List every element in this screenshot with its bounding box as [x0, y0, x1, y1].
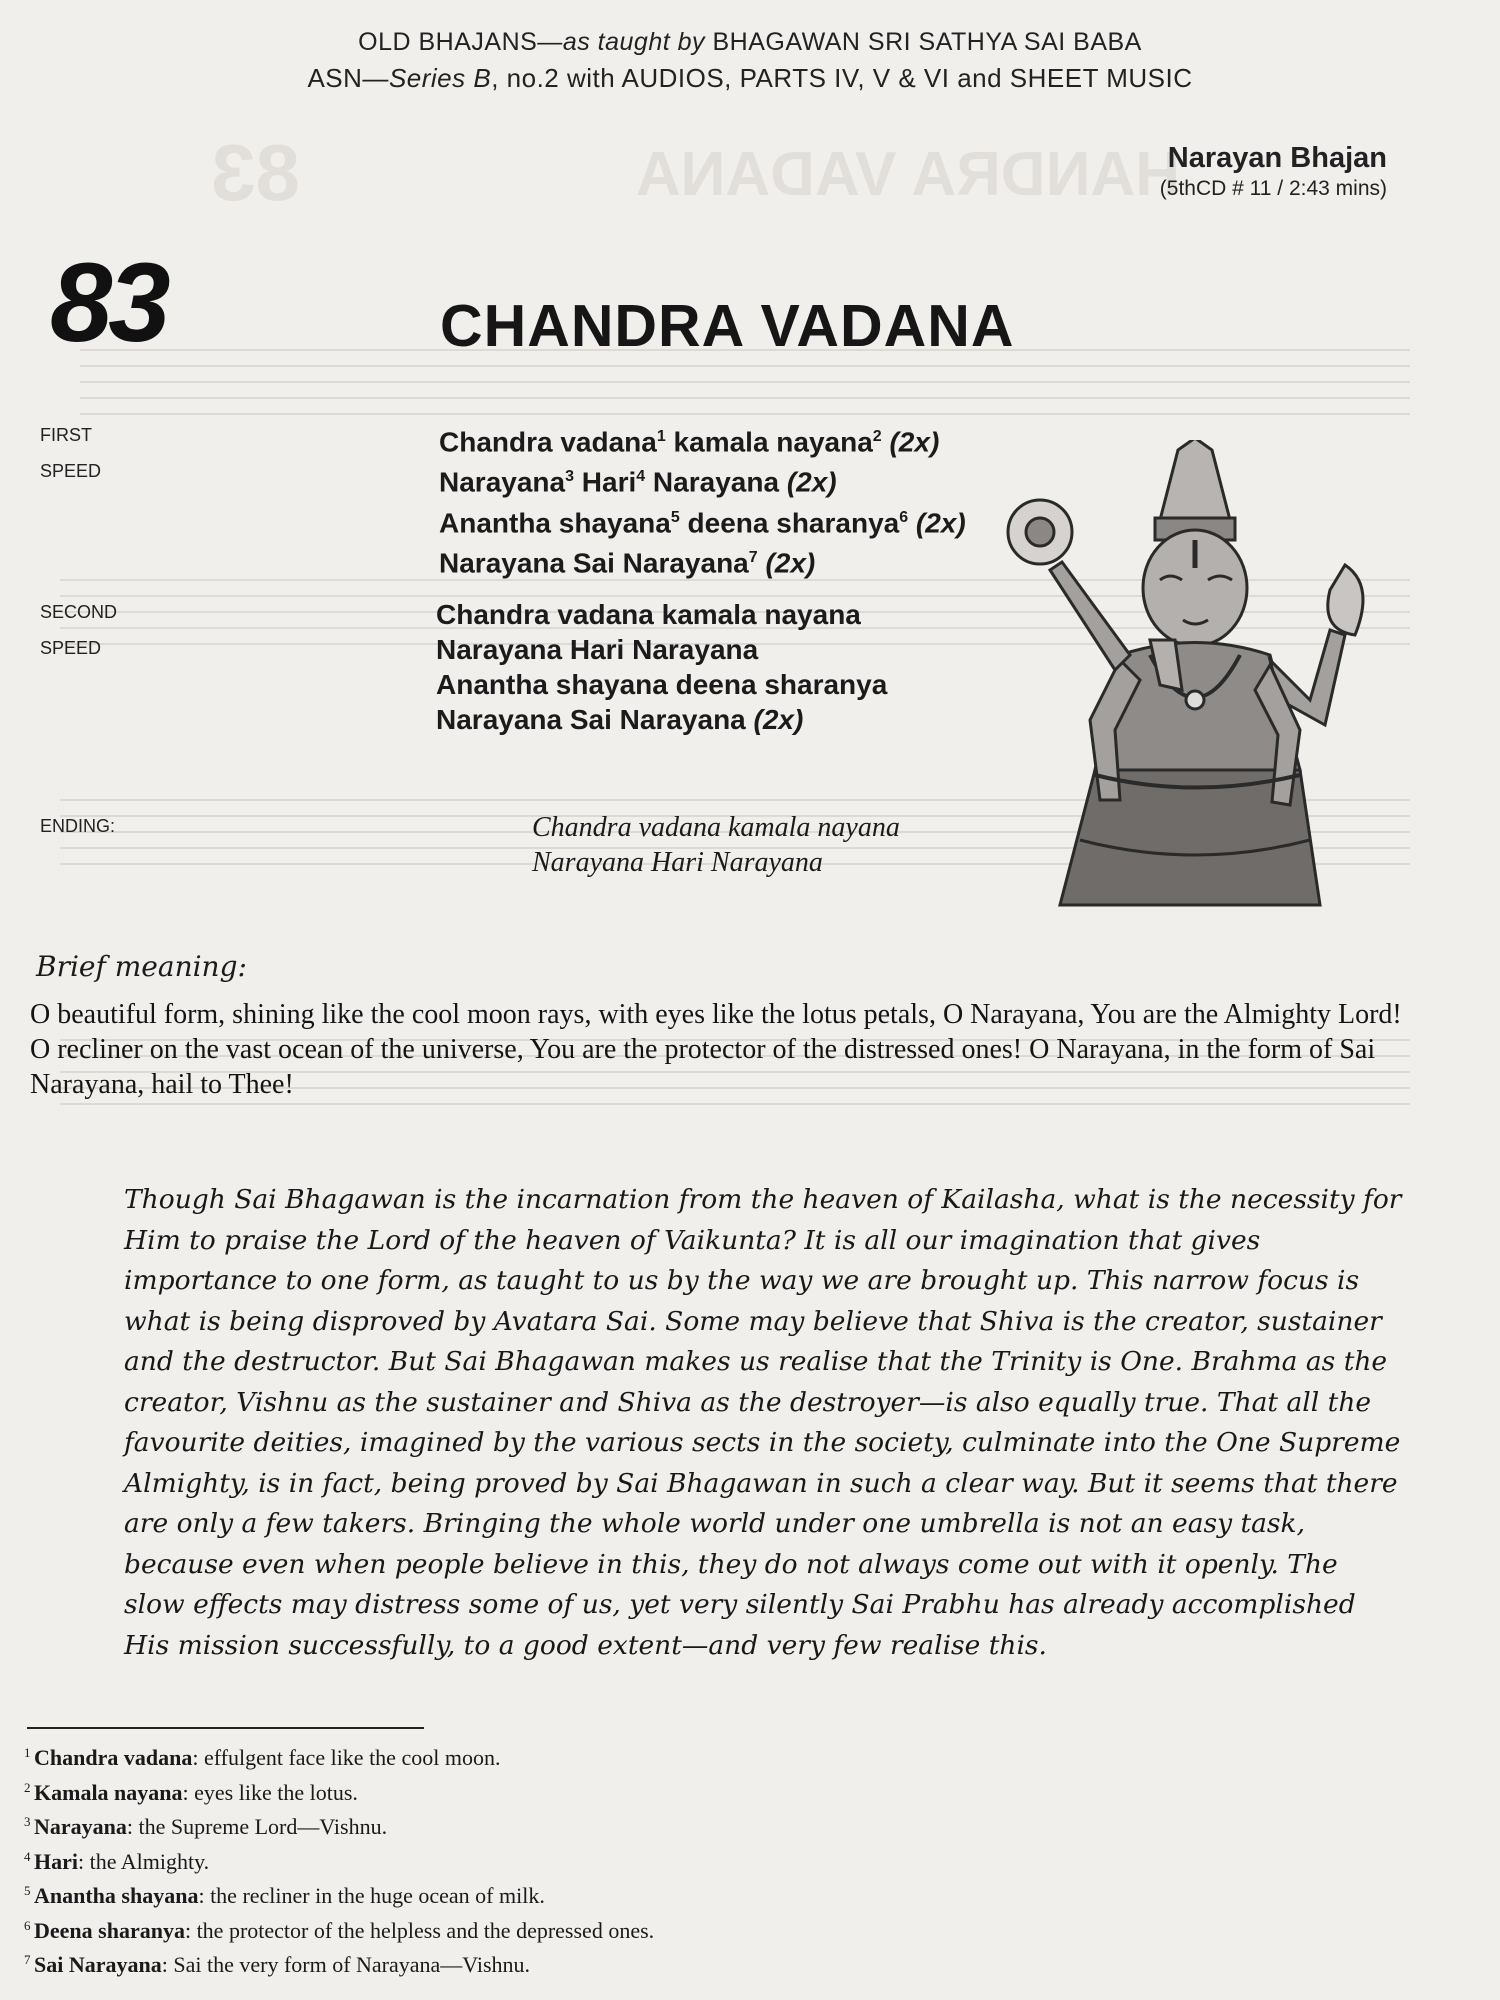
page-title: CHANDRA VADANA [440, 293, 1015, 359]
lyric-line: Narayana Sai Narayana (2x) [436, 704, 804, 735]
header-text: ASN— [307, 63, 389, 93]
svg-text:HANDRA VADANA: HANDRA VADANA [635, 140, 1180, 209]
footnote-divider [27, 1727, 424, 1729]
header-text: BHAGAWAN SRI SATHYA SAI BABA [705, 28, 1142, 56]
second-speed-lyrics [436, 597, 887, 737]
footnote: $^5$ Anantha shayana: the recliner in the huge ocean of milk. [24, 1883, 545, 1908]
label-text: SECOND [40, 602, 118, 622]
cd-info: (5thCD # 11 / 2:43 mins) [1159, 177, 1387, 200]
footnote: $^6$ Deena sharanya: the protector of the helpless and the depressed ones. [24, 1917, 655, 1943]
lyric-line: Narayana Hari Narayana [532, 847, 823, 878]
lyric-line: Chandra vadana$^1$ kamala nayana$^2$ (2x) [439, 426, 940, 458]
footnotes [24, 1738, 654, 1980]
label-text: SPEED [40, 461, 102, 481]
lyric-line: Narayana$^3$ Hari$^4$ Narayana (2x) [439, 466, 837, 498]
meaning-text: O beautiful form, shining like the cool moon rays, with eyes like the lotus petals, O Narayana, You are the Almighty Lord! O recliner on the vast ocean of the universe, You are the protector of the distressed ones! O Narayana, in the form of Sai Narayana, hail to Thee! [30, 999, 1402, 1100]
bhajan-type: Narayan Bhajan [1167, 142, 1387, 174]
header-italic-text: Series B [388, 63, 492, 93]
footnote: $^7$ Sai Narayana: Sai the very form of Narayana—Vishnu. [24, 1952, 531, 1977]
ending-label: ENDING: [40, 816, 116, 836]
svg-text:83: 83 [211, 128, 300, 217]
lyric-line: Chandra vadana kamala nayana [532, 812, 900, 843]
lyric-line: Anantha shayana deena sharanya [436, 669, 888, 700]
second-speed-label [40, 594, 117, 666]
lyric-line: Anantha shayana$^5$ deena sharanya$^6$ (2x) [439, 506, 966, 538]
bhajan-number: 83 [50, 240, 167, 365]
label-text: FIRST [40, 425, 92, 445]
header-text: OLD BHAJANS— [358, 28, 563, 56]
first-speed-label [40, 417, 101, 489]
lyric-line: Chandra vadana kamala nayana [436, 599, 861, 630]
footnote: $^1$ Chandra vadana: effulgent face like the cool moon. [24, 1745, 501, 1770]
first-speed-lyrics [439, 419, 966, 580]
series-header-line-2 [0, 63, 1500, 94]
ending-lyrics [532, 810, 900, 880]
meaning-heading: Brief meaning: [36, 950, 247, 983]
footnote: $^2$ Kamala nayana: eyes like the lotus. [24, 1779, 358, 1805]
header-italic-text: as taught by [562, 28, 706, 56]
header-text: , no.2 with AUDIOS, PARTS IV, V & VI and SHEET MUSIC [491, 63, 1193, 93]
footnote: $^3$ Narayana: the Supreme Lord—Vishnu. [24, 1814, 388, 1839]
vishnu-illustration-icon [1000, 440, 1420, 910]
commentary-paragraph: Though Sai Bhagawan is the incarnation from the heaven of Kailasha, what is the necessity for Him to praise the Lord of the heaven of Vaikunta? It is all our imagination that gives importance to one form, as taught to us by the way we are brought up. This narrow focus is what is being disproved by Avatara Sai. Some may believe that Shiva is the creator, sustainer and the destructor. But Sai Bhagawan makes us realise that the Trinity is One. Brahma as the creator, Vishnu as the sustainer and Shiva as the destroyer—is also equally true. That all the favourite deities, imagined by the various sects in the society, culminate into the One Supreme Almighty, is in fact, being proved by Sai Bhagawan in such a clear way. But it seems that there are only a few takers. Bringing the whole world under one umbrella is not an easy task, because even when people believe in this, they do not always come out with it openly. The slow effects may distress some of us, yet very silently Sai Prabhu has already accomplished His mission successfully, to a good extent—and very few realise this. [124, 1184, 1402, 1661]
lyric-line: Narayana Hari Narayana [436, 634, 759, 665]
label-text: SPEED [40, 638, 102, 658]
bhajan-type-block [1160, 142, 1387, 201]
lyric-line: Narayana Sai Narayana$^7$ (2x) [439, 547, 816, 579]
series-header-line-1 [0, 28, 1500, 57]
footnote: $^4$ Hari: the Almighty. [24, 1848, 210, 1874]
